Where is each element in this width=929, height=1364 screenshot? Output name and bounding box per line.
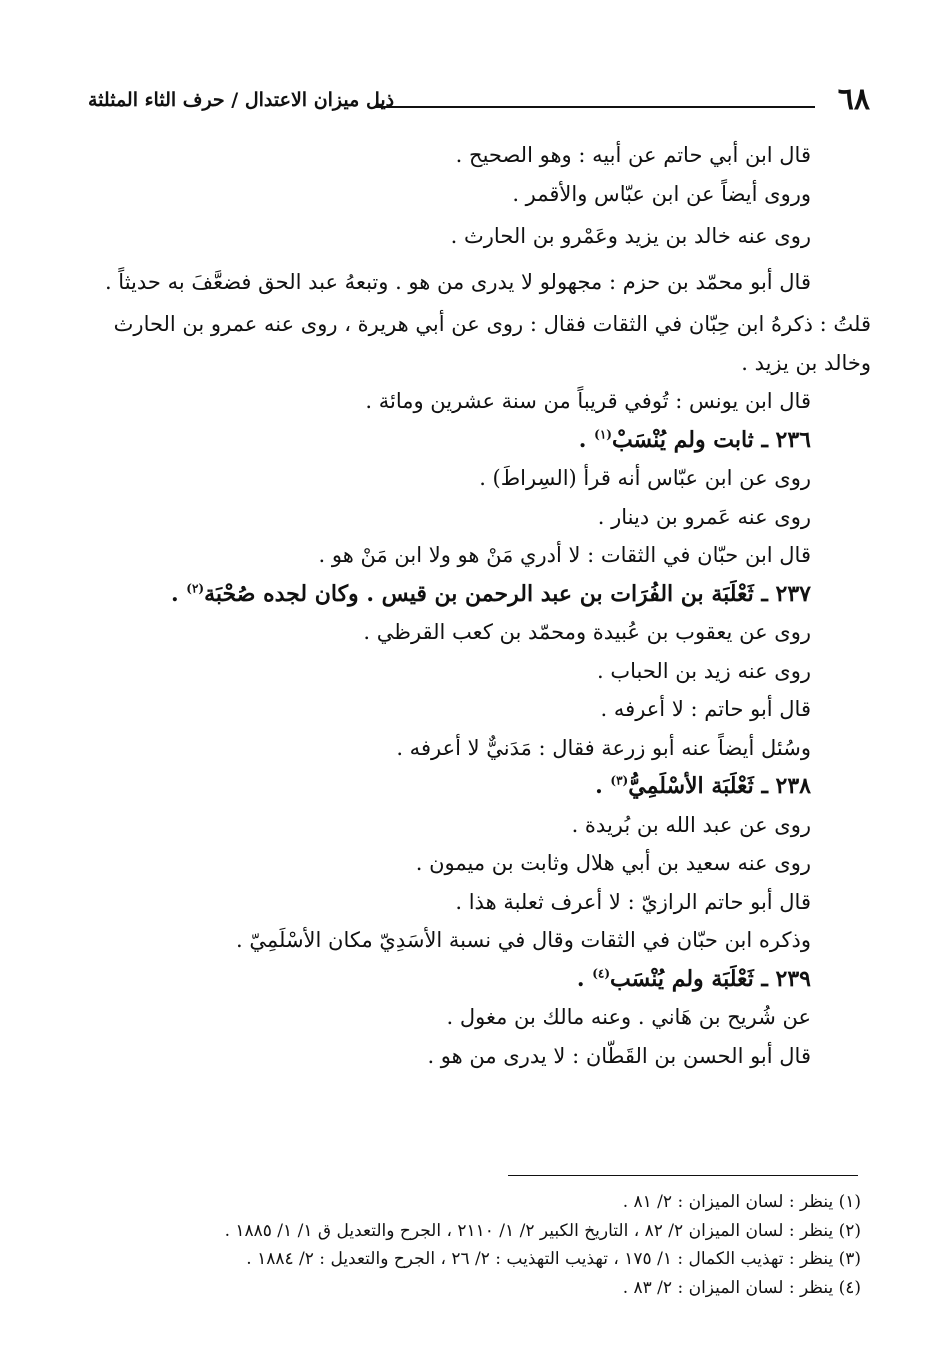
page-header <box>88 80 870 120</box>
text-line: وذكره ابن حبّان في الثقات وقال في نسبة الأسَدِيّ مكان الأسْلَمِيّ . <box>236 928 811 952</box>
text-line: روى عنه زيد بن الحباب . <box>596 658 811 683</box>
text-line: قلتُ : ذكرهُ ابن حِبّان في الثقات فقال : روى عن أبي هريرة ، روى عنه عمرو بن الحارث <box>113 312 871 336</box>
text-line: قال ابن حبّان في الثقات : لا أدري مَنْ هو ولا ابن مَنْ هو . <box>318 543 811 567</box>
text-line: روى عن عبد الله بن بُريدة . <box>571 812 811 837</box>
footnote-ref: (٢) <box>186 581 205 596</box>
text-line: قال أبو محمّد بن حزم : مجهولو لا يدرى من هو . وتبعهُ عبد الحق فضعَّفَ به حديثاً . <box>104 270 811 294</box>
page-number: ٦٨ <box>837 82 870 117</box>
footnote-ref: (٣) <box>610 773 629 788</box>
entry-heading-239: ٢٣٩ ـ ثَعْلَبَة ولم يُنْسَب$^{(٤)}$ . <box>576 965 811 992</box>
footnote-1: (١) ينظر : لسان الميزان : ٢/ ٨١ . <box>622 1192 861 1212</box>
text-line: روى عن يعقوب بن عُبيدة ومحمّد بن كعب القرظي . <box>363 620 811 644</box>
entry-title: ٢٣٨ ـ ثَعْلَبَة الأسْلَمِيُّ <box>628 773 811 799</box>
text-line: قال ابن يونس : تُوفي قريباً من سنة عشرين ومائة . <box>365 389 811 413</box>
text-line: قال أبو حاتم : لا أعرفه . <box>600 697 811 721</box>
text-line: قال أبو الحسن بن القَطّان : لا يدرى من هو . <box>427 1043 811 1068</box>
header-rule <box>374 106 815 108</box>
entry-heading-238: ٢٣٨ ـ ثَعْلَبَة الأسْلَمِيُّ$^{(٣)}$ . <box>595 773 811 799</box>
text-line: قال ابن أبي حاتم عن أبيه : وهو الصحيح . <box>455 143 811 167</box>
text-line: قال أبو حاتم الرازيّ : لا أعرف ثعلبة هذا . <box>455 889 811 914</box>
footnote-ref: (١) <box>594 427 612 442</box>
entry-heading-237: ٢٣٧ ـ ثَعْلَبَة بن الفُرَات بن عبد الرحمن بن قيس . وكان لجده صُحْبَة$^{(٢)}$ . <box>170 580 811 607</box>
entry-title: ٢٣٧ ـ ثَعْلَبَة بن الفُرَات بن عبد الرحمن بن قيس . وكان لجده صُحْبَة <box>204 580 811 607</box>
text-line: روى عنه خالد بن يزيد وعَمْرو بن الحارث . <box>450 224 811 248</box>
running-title: ذيل ميزان الاعتدال / حرف الثاء المثلثة <box>88 89 395 111</box>
text-line: وسُئل أيضاً عنه أبو زرعة فقال : مَدَنيٌّ لا أعرفه . <box>396 735 811 760</box>
text-line: وروى أيضاً عن ابن عبّاس والأقمر . <box>512 181 811 206</box>
text-line: عن شُريح بن هَاني . وعنه مالك بن مغول . <box>446 1005 811 1029</box>
entry-title: ٢٣٩ ـ ثَعْلَبَة ولم يُنْسَب <box>610 965 811 992</box>
footnote-3: (٣) ينظر : تهذيب الكمال : ١/ ١٧٥ ، تهذيب التهذيب : ٢/ ٢٦ ، الجرح والتعديل : ٢/ ١٨٨٤ . <box>246 1249 861 1269</box>
text-line: روى عن ابن عبّاس أنه قرأ (السِراطَ) . <box>479 466 811 490</box>
entry-title: ٢٣٦ ـ ثابت ولم يُنْسَبْ <box>611 426 811 453</box>
footnote-2: (٢) ينظر : لسان الميزان ٢/ ٨٢ ، التاريخ الكبير ٢/ ١/ ٢١١٠ ، الجرح والتعديل ق ١/ ١/ ١٨٨٥ . <box>224 1220 861 1241</box>
text-line: وخالد بن يزيد . <box>741 350 871 375</box>
entry-heading-236: ٢٣٦ ـ ثابت ولم يُنْسَبْ$^{(١)}$ . <box>578 426 811 453</box>
footnote-rule <box>508 1175 858 1176</box>
footnote-ref: (٤) <box>592 966 611 981</box>
text-line: روى عنه سعيد بن أبي هلال وثابت بن ميمون . <box>415 851 811 875</box>
footnote-4: (٤) ينظر : لسان الميزان : ٢/ ٨٣ . <box>622 1277 861 1298</box>
footnotes <box>160 1188 861 1302</box>
text-line: روى عنه عَمرو بن دينار . <box>597 504 811 529</box>
body-text <box>60 136 871 1075</box>
